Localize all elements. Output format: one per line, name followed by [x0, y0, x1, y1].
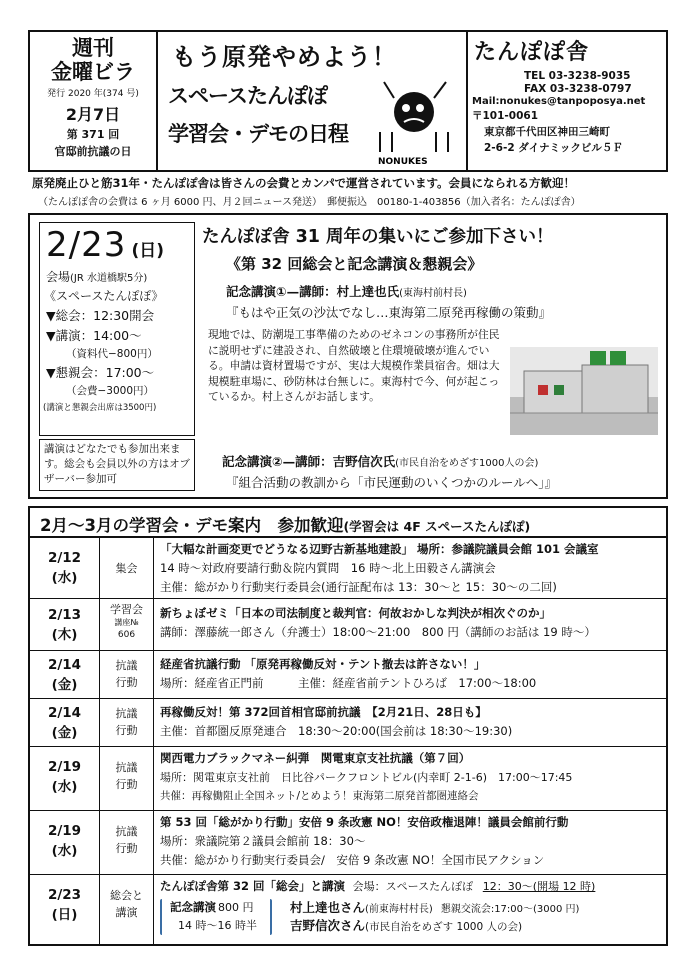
row-kind: 総会と [110, 889, 143, 902]
observer-note: 講演はどなたでも参加出来ます。総会も会員以外の方はオブザーバー参加可 [39, 439, 195, 491]
row-line2: 場所：衆議院第２議員会館前 18：30〜 [160, 834, 366, 848]
event-title: たんぽぽ舎 31 周年の集いにご参加下さい！ [202, 227, 554, 247]
speaker1-description: 現地では、防潮堤工事準備のためのゼネコンの事務所が住民に説明せずに建設され、自然破壊と住環境破壊が進んでいる。申請は資材置場ですが、実は大規模作業員宿舎。畑は大規模駐車場に、砂防林は台無しに。東海村で今、何が起こっているか。村上さんがお話します。 [208, 328, 500, 404]
masthead-contact-block [468, 32, 668, 170]
row-date: 2/19 [47, 823, 82, 839]
row-line3: 主催：総がかり行動実行委員会(通行証配布は 13：30〜と 15：30〜の二回) [160, 580, 557, 594]
general-time: ▼総会：12:30開会 [46, 308, 155, 323]
org-postal: 〒101-0061 [472, 110, 538, 122]
event-dow: (日) [131, 241, 164, 261]
table-row [30, 699, 666, 747]
row-dow: (金) [51, 725, 78, 741]
row-line1c: 12：30〜(開場 12 時) [482, 880, 596, 893]
row-kind2: 行動 [115, 842, 138, 855]
row-kind: 学習会 [110, 603, 143, 616]
event-date: 2/23 [46, 225, 127, 265]
masthead [28, 30, 668, 172]
row-date: 2/19 [47, 759, 82, 775]
speaker2-topic: 『組合活動の教訓から「市民運動のいくつかのルールへ」』 [226, 475, 558, 490]
row-kind2: 行動 [115, 676, 138, 689]
party-time: ▼懇親会：17:00〜 [46, 365, 155, 380]
lecture-fee: （資料代−800円） [66, 348, 158, 360]
issue-number: 第 371 回 [66, 128, 120, 141]
row-dow: (金) [51, 677, 78, 693]
construction-site-photo [510, 347, 658, 435]
venue-label: 会場 [46, 270, 71, 284]
table-row [30, 651, 666, 699]
row-dow: (水) [51, 570, 78, 586]
venue-name: 《スペースたんぽぽ》 [44, 289, 164, 303]
row-line1: 新ちょぼゼミ「日本の司法制度と裁判官：何故おかしな判決が相次ぐのか」 [160, 606, 551, 620]
party-fee: （会費−3000円） [66, 385, 155, 397]
row-line1: 第 53 回「総がかり行動」安倍 9 条改憲 NO！安倍政権退陣！議員会館前行動 [160, 815, 569, 829]
row-kind: 抗議 [115, 825, 138, 838]
row-line2e: 懇親交流会:17:00〜(3000 円) [440, 904, 580, 915]
anniversary-event-box [28, 213, 668, 499]
row-line2: 主催：首都圏反原発連合 18:30〜20:00(国会前は 18:30〜19:30) [160, 724, 513, 738]
row-line2b: 800 円 [218, 901, 254, 914]
row-kind: 抗議 [115, 707, 138, 720]
row-dow: (日) [51, 907, 78, 923]
headline-main: もう原発やめよう！ [172, 43, 397, 71]
headline-space: スペースたんぽぽ [168, 84, 327, 108]
row-line1b: 会場：スペースたんぽぽ [352, 880, 474, 893]
nonukes-illustration [370, 68, 462, 168]
speaker1-label: 記念講演①—講師：村上達也氏 [226, 284, 400, 299]
row-kind-number: 606 [117, 630, 136, 640]
row-kind2: 行動 [115, 778, 138, 791]
nonukes-banner: NONUKES [378, 157, 428, 167]
row-dow: (水) [51, 779, 78, 795]
issued-label: 発行 2020 年(374 号) [47, 89, 139, 99]
row-line3b: 吉野信次さん [290, 918, 366, 933]
row-line3: 共催：再稼働阻止全国ネット/とめよう！東海第二原発首都圏連絡会 [160, 790, 479, 802]
org-mail: Mail:nonukes@tanpoposya.net [472, 96, 646, 107]
schedule-table [28, 506, 668, 946]
org-tel: TEL 03-3238-9035 [524, 70, 631, 82]
row-dow: (水) [51, 843, 78, 859]
lecture-time: ▼講演：14:00〜 [46, 328, 142, 343]
row-date: 2/14 [47, 705, 82, 721]
membership-notice [28, 175, 668, 208]
protest-day-label: 官邸前抗議の日 [54, 145, 132, 158]
row-kind2: 講演 [115, 906, 138, 919]
org-address2: 2-6-2 ダイナミックビル５Ｆ [484, 142, 623, 154]
speaker1-topic: 『もはや正気の沙汰でなし…東海第二原発再稼働の策動』 [226, 305, 552, 320]
row-kind: 集会 [115, 562, 138, 575]
table-row [30, 538, 666, 599]
row-date: 2/14 [47, 657, 82, 673]
venue-note: (JR 水道橋駅5分) [70, 273, 148, 284]
table-row [30, 747, 666, 811]
schedule-title-row [30, 508, 666, 538]
masthead-headline-block [158, 32, 468, 170]
weekly-label: 週刊 [72, 36, 114, 60]
notice-line1: 原発廃止ひと筋31年・たんぽぽ舎は皆さんの会費とカンパで運営されています。会員になられる方歓迎！ [32, 176, 576, 190]
row-kind-course: 講座№ [114, 618, 139, 627]
schedule-title: 2月〜3月の学習会・デモ案内 参加歓迎 [40, 516, 344, 535]
row-line2: 場所：経産省正門前 主催：経産省前テントひろば 17:00〜18:00 [160, 676, 537, 690]
row-line3c: (市民自治をめざす 1000 人の会) [365, 921, 523, 933]
row-kind: 抗議 [115, 761, 138, 774]
row-kind: 抗議 [115, 659, 138, 672]
issue-date: 2月7日 [65, 105, 121, 124]
headline-schedule: 学習会・デモの日程 [168, 122, 348, 146]
row-line3a: 14 時〜16 時半 [178, 919, 257, 932]
table-row [30, 811, 666, 875]
row-line1a: たんぽぽ舎第 32 回「総会」と講演 [160, 879, 346, 893]
speaker2-note: (市民自治をめざす1000人の会) [395, 458, 539, 469]
table-row [30, 875, 666, 944]
row-dow: (木) [51, 627, 78, 643]
row-line1: 再稼働反対！第 372回首相官邸前抗議 【2月21日、28日も】 [160, 705, 487, 719]
row-date: 2/23 [47, 887, 82, 903]
schedule-title-note: (学習会は 4F スペースたんぽぽ) [343, 519, 531, 534]
row-line1: 関西電力ブラックマネー糾弾 関電東京支社抗議（第７回） [160, 751, 471, 765]
row-date: 2/13 [47, 607, 82, 623]
org-name: たんぽぽ舎 [474, 40, 590, 65]
speaker1-note: (東海村前村長) [399, 288, 467, 299]
speaker2-label: 記念講演②—講師：吉野信次氏 [222, 454, 396, 469]
row-line2: 講師：澤藤統一郎さん（弁護士）18:00〜21:00 800 円（講師のお話は 19 時〜） [160, 625, 596, 639]
event-date-box [39, 222, 195, 436]
row-line2c: 村上達也さん [290, 900, 366, 915]
row-line2: 14 時〜対政府要請行動＆院内質問 16 時〜北上田毅さん講演会 [160, 561, 496, 575]
row-line1: 経産省抗議行動 「原発再稼働反対・テント撤去は許さない！」 [160, 657, 486, 671]
both-fee: (講演と懇親会出席は3500円) [43, 403, 157, 413]
row-line1: 「大幅な計画変更でどうなる辺野古新基地建設」 場所：参議院議員会館 101 会議室 [160, 542, 599, 556]
row-line3: 共催：総がかり行動実行委員会/ 安倍 9 条改憲 NO！全国市民アクション [160, 853, 545, 867]
org-address1: 東京都千代田区神田三崎町 [484, 126, 610, 138]
notice-line2: （たんぽぽ舎の会費は 6 ヶ月 6000 円、月２回ニュース発送） 郵便振込 00180-1-403856（加入者名：たんぽぽ舎） [38, 197, 581, 208]
row-kind2: 行動 [115, 724, 138, 737]
row-line2d: (前東海村村長) [365, 904, 433, 915]
org-fax: FAX 03-3238-0797 [524, 83, 632, 95]
row-line2: 場所：関電東京支社前 日比谷パークフロントビル(内幸町 2-1-6) 17:00〜17:45 [160, 771, 573, 784]
row-line2a: 記念講演 [170, 900, 216, 914]
friday-flyer-label: 金曜ビラ [51, 60, 135, 84]
table-row [30, 599, 666, 651]
masthead-issue-block [30, 32, 158, 170]
event-subtitle: 《第 32 回総会と記念講演＆懇親会》 [226, 255, 483, 273]
row-date: 2/12 [47, 550, 82, 566]
